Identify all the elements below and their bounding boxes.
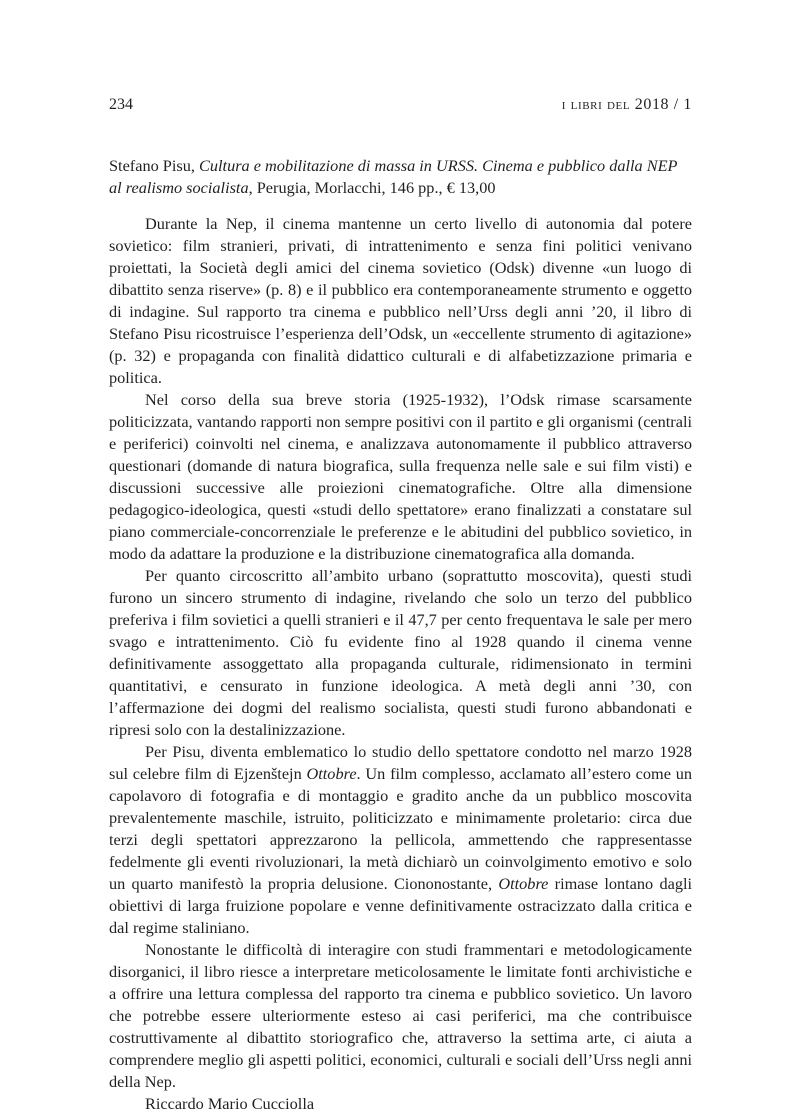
paragraph-4-part-2: . Un film complesso, acclamato all’estero come un capolavoro di fotografia e di montaggio e gradito anche da un pubblico moscovita prevalentemente maschile, istruito, politicizzato e minimamente proletario: circa due terzi degli spettatori apprezzarono la pellicola, ammettendo che rappresentasse fedelmente gli eventi rivoluzionari, la metà dichiarò un coinvolgimento emotivo e solo un quarto manifestò la propria delusione. Ciononostante, [109, 764, 692, 893]
journal-title: i libri del 2018 / 1 [561, 96, 692, 113]
paragraph-2: Nel corso della sua breve storia (1925-1932), l’Odsk rimase scarsamente politicizzata, vantando rapporti non sempre positivi con il partito e gli organismi (centrali e periferici) coinvolti nel cinema, e analizzava autonomamente il pubblico attraverso questionari (domande di natura biografica, sulla frequenza nelle sale e sui film visti) e discussioni successive alle proiezioni cinematografiche. Oltre alla dimensione pedagogico-ideologica, questi «studi dello spettatore» erano finalizzati a constatare sul piano commerciale-concorrenziale le preferenze e le abitudini del pubblico sovietico, in modo da adattare la produzione e la distribuzione cinematografica alla domanda. [109, 390, 692, 563]
page-number: 234 [109, 96, 133, 113]
paragraph-4-part-3: rimase lontano dagli obiettivi di larga fruizione popolare e venne definitivamente ostracizzato dalla critica e dal regime staliniano. [109, 874, 693, 937]
citation-title: Cultura e mobilitazione di massa in URSS. Cinema e pubblico dalla NEP al realismo socialista [109, 156, 678, 197]
review-body [109, 213, 692, 1115]
paragraph-4 [109, 741, 692, 939]
paragraph-3: Per quanto circoscritto all’ambito urbano (soprattutto moscovita), questi studi furono un sincero strumento di indagine, rivelando che solo un terzo del pubblico preferiva i film sovietici a quelli stranieri e il 47,7 per cento frequentava le sale per mero svago e intrattenimento. Ciò fu evidente fino al 1928 quando il cinema venne definitivamente assoggettato alla propaganda culturale, ridimensionato in termini quantitativi, e censurato in funzione ideologica. A metà degli anni ’30, con l’affermazione dei dogmi del realismo socialista, questi studi furono abbandonati e ripresi solo con la destalinizzazione. [109, 566, 692, 739]
citation-publication: , Perugia, Morlacchi, 146 pp., € 13,00 [248, 178, 496, 197]
film-title: Ottobre [306, 764, 357, 783]
film-title: Ottobre [498, 874, 549, 893]
reviewer-signature: Riccardo Mario Cucciolla [145, 1094, 315, 1113]
running-head [109, 95, 692, 115]
paragraph-4-part-1: Per Pisu, diventa emblematico lo studio dello spettatore condotto nel marzo 1928 sul celebre film di Ejzenštejn [109, 742, 692, 783]
citation-author: Stefano Pisu, [109, 156, 200, 175]
book-citation [109, 155, 692, 199]
paragraph-5: Nonostante le difficoltà di interagire con studi frammentari e metodologicamente disorganici, il libro riesce a interpretare meticolosamente le limitate fonti archivistiche e a offrire una lettura complessa del rapporto tra cinema e pubblico sovietico. Un lavoro che potrebbe essere ulteriormente esteso ai casi periferici, ma che contribuisce costruttivamente al dibattito storiografico che, attraverso la settima arte, ci aiuta a comprendere meglio gli aspetti politici, economici, culturali e sociali dell’Urss negli anni della Nep. [109, 940, 692, 1091]
paragraph-1: Durante la Nep, il cinema mantenne un certo livello di autonomia dal potere sovietico: film stranieri, privati, di intrattenimento e senza fini politici venivano proiettati, la Società degli amici del cinema sovietico (Odsk) divenne «un luogo di dibattito senza riserve» (p. 8) e il pubblico era contemporaneamente strumento e oggetto di indagine. Sul rapporto tra cinema e pubblico nell’Urss degli anni ’20, il libro di Stefano Pisu ricostruisce l’esperienza dell’Odsk, un «eccellente strumento di agitazione» (p. 32) e propaganda con finalità didattico culturali e di alfabetizzazione primaria e politica. [109, 214, 692, 387]
